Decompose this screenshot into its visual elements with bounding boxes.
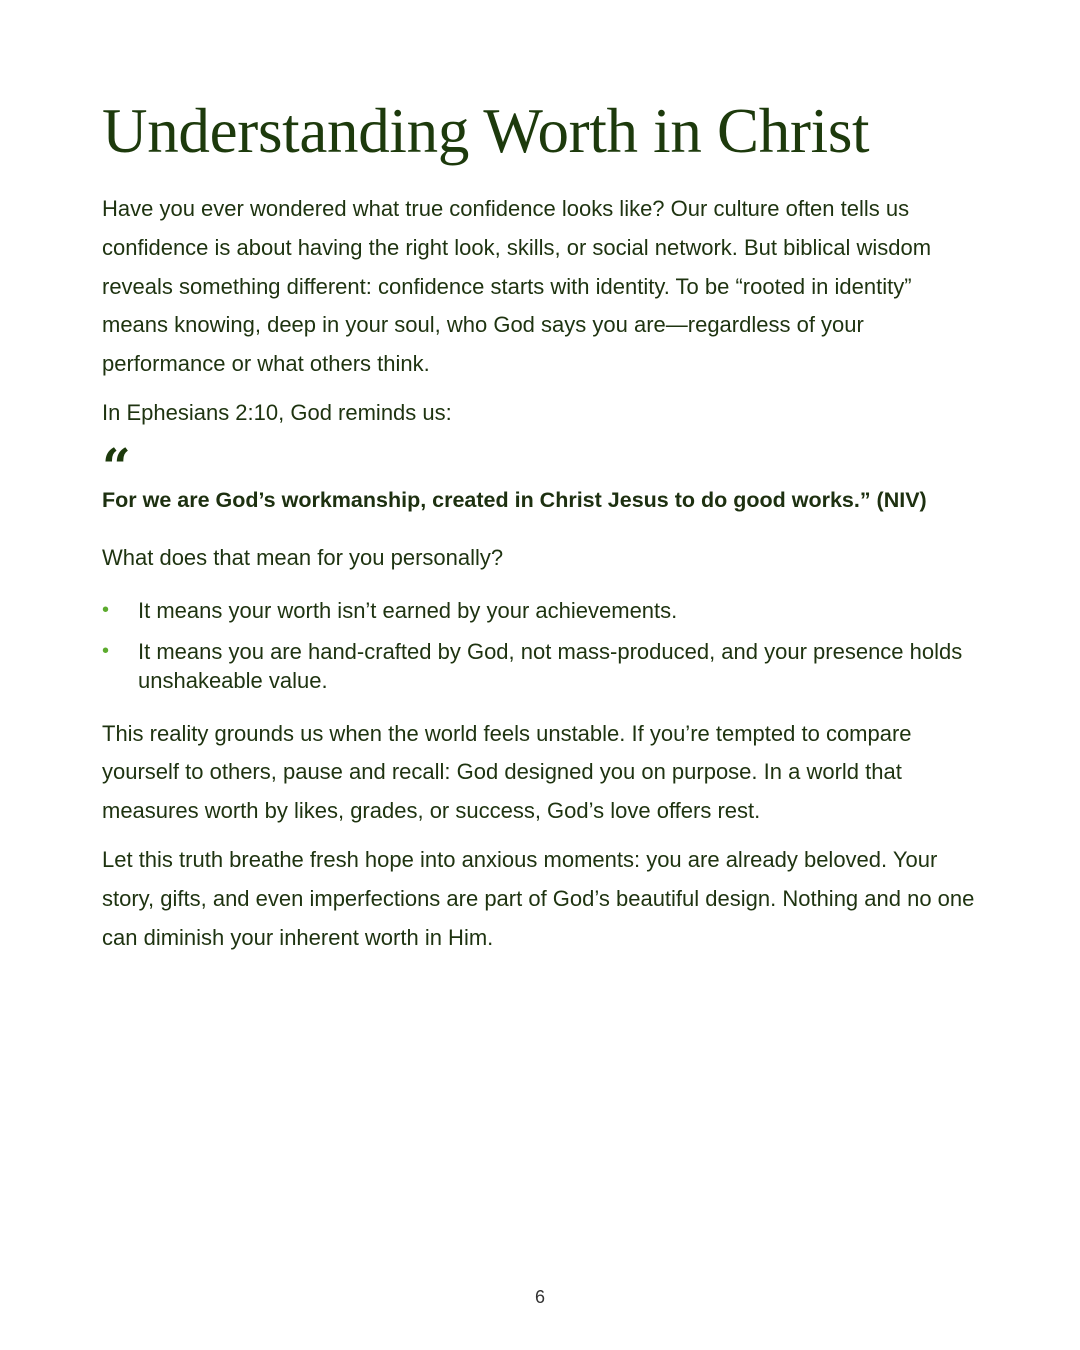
bullet-icon: • [102, 639, 110, 662]
page-title: Understanding Worth in Christ [102, 96, 870, 166]
bullet-icon: • [102, 598, 110, 621]
reality-paragraph: This reality grounds us when the world feels unstable. If you’re tempted to compare yourself to others, pause and recall: God designed you on purpose. In a world that measures worth by likes, grades, or success, God’s love offers rest. [102, 720, 912, 824]
page-number: 6 [534, 1287, 545, 1307]
document-page [102, 92, 982, 957]
closing-paragraph: Let this truth breathe fresh hope into anxious moments: you are already beloved. Your story, gifts, and even imperfections are part of God’s beautiful design. Nothing and no one can diminish your inherent worth in Him. [102, 846, 975, 950]
question-paragraph: What does that mean for you personally? [102, 544, 504, 570]
intro-paragraph: Have you ever wondered what true confidence looks like? Our culture often tells us confidence is about having the right look, skills, or social network. But biblical wisdom reveals something different: confidence starts with identity. To be “rooted in identity” means knowing, deep in your soul, who God says you are—regardless of your performance or what others think. [102, 196, 932, 377]
list-item-text: It means you are hand-crafted by God, not mass-produced, and your presence holds unshakeable value. [138, 638, 963, 693]
list-item [102, 596, 982, 625]
bullet-list [102, 596, 982, 695]
scripture-lead-paragraph: In Ephesians 2:10, God reminds us: [102, 399, 452, 425]
list-item [102, 637, 982, 695]
scripture-quote: For we are God’s workmanship, created in Christ Jesus to do good works.” (NIV) [102, 487, 927, 512]
list-item-text: It means your worth isn’t earned by your achievements. [138, 597, 678, 623]
quote-mark-icon: “ [102, 438, 131, 479]
